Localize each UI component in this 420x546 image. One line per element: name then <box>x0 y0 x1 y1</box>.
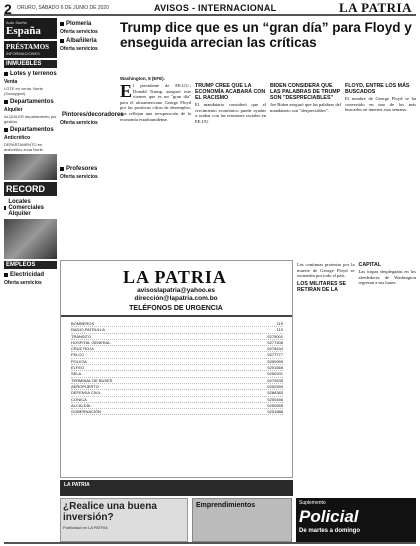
phone-label: HOSPITAL GENERAL <box>71 339 111 345</box>
phone-label: SELA <box>71 371 82 377</box>
category-inmuebles: INMUEBLES <box>4 60 57 68</box>
ad-small-text: Auto Sueño <box>6 20 27 25</box>
phone-label: FELCC <box>71 352 85 358</box>
article-dateline: Washington, 5 (EFE). <box>120 76 165 81</box>
article-paragraph: El mandatario consideró que el crecimiento económico puede ayudar a acabar con las tensiones raciales en EE.UU. <box>195 102 266 124</box>
article-paragraph: Las continuas protestas por la muerte de George Floyd se extienden por todo el país. <box>297 262 355 279</box>
supplement-ad <box>296 498 416 542</box>
classified-category: Lotes y terrenos <box>4 71 57 77</box>
bullet-icon <box>4 206 6 210</box>
record-title: RECORD <box>6 184 46 194</box>
article-continuation <box>297 262 416 498</box>
phone-label: RADIO PATRULLA <box>71 327 105 333</box>
phone-number: 5250456 <box>267 396 283 402</box>
drop-cap: E <box>120 81 133 101</box>
bullet-icon <box>4 128 8 132</box>
phones-header: TELÉFONOS DE URGENCIA <box>129 305 223 312</box>
page-footer <box>4 542 416 544</box>
classified-subcategory: Oferta servicios <box>60 29 98 35</box>
classified-category: Locales Comerciales Alquiler <box>4 199 57 217</box>
masthead: LA PATRIA <box>339 0 412 15</box>
phone-number: 5250999 <box>267 358 283 364</box>
divider <box>61 315 292 317</box>
ad-small-text: INFORMACIONES <box>6 51 40 56</box>
bullet-icon <box>60 22 64 26</box>
category-empleos: EMPLEOS <box>4 261 57 269</box>
page-header <box>4 2 416 16</box>
investment-ad-sub: Publicidad en LA PATRIA <box>63 525 108 530</box>
bullet-icon <box>4 100 8 104</box>
business-ad-title: Emprendimientos <box>196 502 256 509</box>
article-headline: Trump dice que es un “gran día” para Floyd y enseguida arrecian las críticas <box>120 20 412 50</box>
mini-ad-banner: LA PATRIA <box>60 480 293 496</box>
supplement-promo: De martes a domingo <box>299 528 361 534</box>
section-title: AVISOS - INTERNACIONAL <box>154 3 277 13</box>
phone-number: 5277408 <box>267 339 283 345</box>
classified-subcategory: Alquiler <box>4 107 23 113</box>
contact-ad-logo: LA PATRIA <box>123 267 227 287</box>
phone-label: BOMBEROS <box>71 321 95 326</box>
article-paragraph: Las tropas desplegadas en los alrededores de Washington regresan a sus bases. <box>358 269 416 286</box>
classified-category: Electricidad <box>4 272 57 278</box>
phone-number: 5252599 <box>267 383 283 389</box>
phone-number: 5250201 <box>267 371 283 377</box>
article-subhead: FLOYD, ENTRE LOS MÁS BUSCADOS <box>345 83 410 95</box>
phone-number: 119 <box>276 321 283 326</box>
classified-subcategory: Anticrético <box>4 135 31 141</box>
phone-number: 5251565 <box>267 365 283 371</box>
phone-label: AEROPUERTO <box>71 383 99 389</box>
phone-number: 5275001 <box>267 333 283 339</box>
investment-ad-title: ¿Realice una buena inversión? <box>63 501 157 523</box>
article-paragraph: El presidente de EE.UU., Donald Trump, aseguró este viernes que es un "gran día" para el afroamericano George Floyd por las positivas cifras de desempleo, que reflejan una recuperación de la economía estadounidense. <box>120 81 191 122</box>
article-subhead: LOS MILITARES SE RETIRAN DE LA CAPITAL <box>297 262 382 293</box>
classifieds-column-2 <box>60 18 124 251</box>
investment-ad <box>60 498 188 542</box>
phone-label: CRUZ ROJA <box>71 346 94 352</box>
ad-big-text: España <box>6 25 41 37</box>
classified-subcategory: Oferta servicios <box>60 174 98 180</box>
classifieds-column <box>4 18 57 540</box>
ad-big-text: PRÉSTAMOS <box>6 43 50 51</box>
phone-label: POLICÍA <box>71 358 87 364</box>
classified-ad-loans <box>4 41 57 58</box>
phone-row <box>71 409 283 415</box>
classified-category: Albañilería <box>60 38 115 44</box>
classified-ad-top <box>4 18 57 39</box>
classified-subcategory: Oferta servicios <box>4 280 42 286</box>
email-2: dirección@lapatria.com.bo <box>134 294 218 302</box>
phone-number: 5279535 <box>267 377 283 383</box>
record-ad <box>4 182 57 196</box>
phone-number: 110 <box>276 327 283 333</box>
ad-photo <box>4 219 57 259</box>
business-ad <box>192 498 292 542</box>
classified-category: Departamentos <box>4 127 57 133</box>
supplement-name: Policial <box>299 507 359 526</box>
email-1: avisoslapatria@yahoo.es <box>137 287 215 294</box>
article-paragraph: Joe Biden aseguró que las palabras del mandatario son "despreciables". <box>270 102 341 113</box>
bullet-icon <box>60 39 64 43</box>
phone-label: DEFENSA CIVIL <box>71 390 101 396</box>
phone-label: ELFEO <box>71 365 85 371</box>
phone-list <box>71 321 283 415</box>
classified-category: Pintores/decoradores <box>62 112 124 118</box>
classified-category: Departamentos <box>4 99 57 105</box>
ad-photo <box>4 154 57 180</box>
classified-text: LOTE en venta. Norte (Socaygoni). <box>4 86 43 96</box>
bullet-icon <box>4 72 8 76</box>
page-number: 2 <box>4 1 12 17</box>
contact-ad <box>60 260 293 478</box>
phone-label: TERMINAL DE BUSES <box>71 377 113 383</box>
article-body <box>120 83 416 261</box>
phone-label: CLÍNICA <box>71 396 87 402</box>
bullet-icon <box>60 167 64 171</box>
phone-number: 5288383 <box>267 390 283 396</box>
classified-subcategory: Oferta servicios <box>60 46 98 52</box>
classified-text: DEPARTAMENTO en anticrético zona Norte. <box>4 142 45 152</box>
phone-number: 5276434 <box>267 346 283 352</box>
classified-text: ALQUILER departamento por gestión. <box>4 114 57 124</box>
phone-number: 5251888 <box>267 409 283 415</box>
issue-date: ORURO, SÁBADO 6 DE JUNIO DE 2020 <box>17 5 109 11</box>
classified-category: Plomería <box>60 21 115 27</box>
phone-number: 5277777 <box>267 352 283 358</box>
classified-category: Profesores <box>60 166 115 172</box>
phone-label: GOBERNACIÓN <box>71 409 102 415</box>
contact-ad-emails <box>101 287 251 302</box>
bullet-icon <box>4 273 8 277</box>
article-paragraph: El nombre de George Floyd se ha convertido en uno de los más buscados en internet esta semana. <box>345 96 416 113</box>
phone-number: 5250555 <box>267 402 283 408</box>
phone-label: ALCALDÍA <box>71 402 91 408</box>
phone-label: TRÁNSITO <box>71 333 92 339</box>
classified-subcategory: Venta <box>4 79 18 85</box>
article-subhead: TRUMP CREE QUE LA ECONOMÍA ACABARÁ CON EL RACISMO <box>195 83 266 101</box>
supplement-label: Suplemento <box>299 500 326 506</box>
classified-subcategory: Oferta servicios <box>60 120 98 126</box>
article-subhead: BIDEN CONSIDERA QUE LAS PALABRAS DE TRUMP SON "DESPRECIABLES" <box>270 83 341 101</box>
